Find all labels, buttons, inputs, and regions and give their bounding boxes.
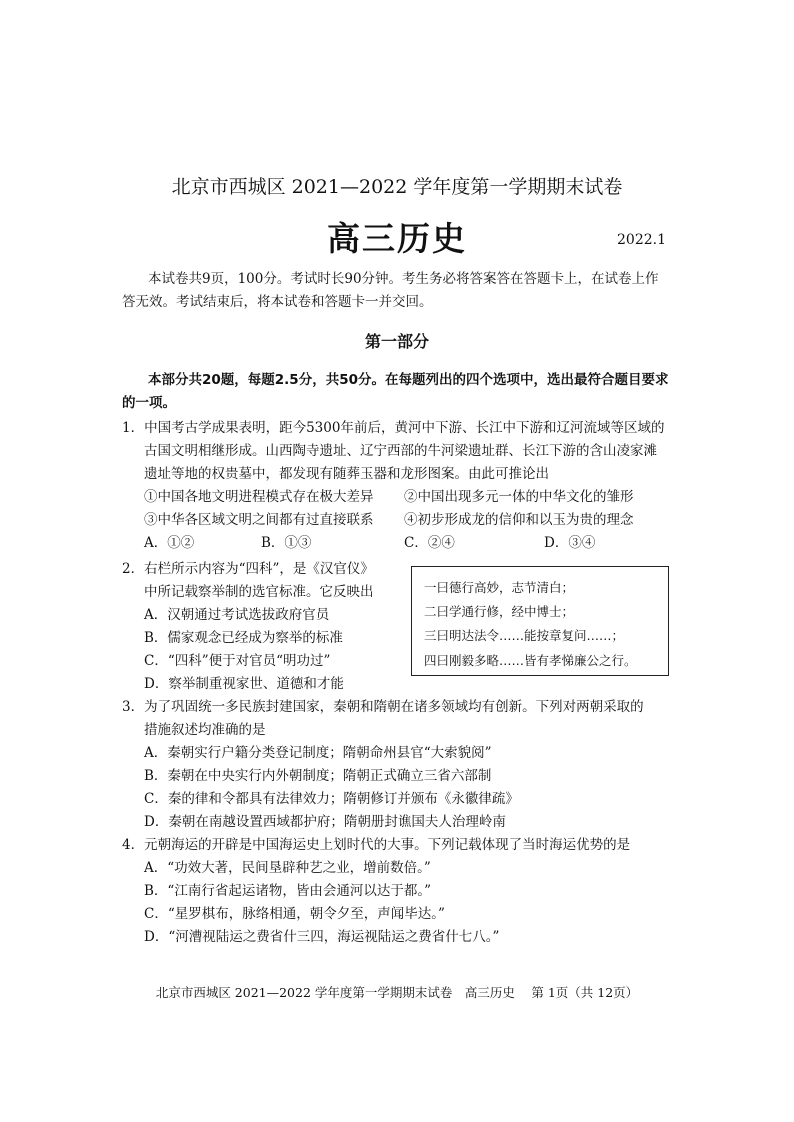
q2-box-line-4: 四曰刚毅多略……皆有孝悌廉公之行。 <box>424 653 637 668</box>
q4-stem-line-1: 4．元朝海运的开辟是中国海运史上划时代的大事。下列记载体现了当时海运优势的是 <box>122 837 631 853</box>
q4-option-c: C．“星罗棋布，脉络相通，朝令夕至，声闻毕达。” <box>144 906 445 922</box>
q3-option-c: C．秦的律和令都具有法律效力；隋朝修订并颁布《永徽律疏》 <box>144 791 519 807</box>
exam-title: 北京市西城区 2021—2022 学年度第一学期期末试卷 <box>171 176 623 198</box>
q2-box-line-1: 一曰德行高妙，志节清白； <box>424 580 575 595</box>
q3-option-a: A．秦朝实行户籍分类登记制度；隋朝命州县官“大索貌阅” <box>144 745 492 761</box>
q2-option-c: C．“四科”便于对官员“明功过” <box>144 653 331 669</box>
q2-option-d: D．察举制重视家世、道德和才能 <box>144 676 344 692</box>
q3-stem-line-1: 3．为了巩固统一多民族封建国家，秦朝和隋朝在诸多领域均有创新。下列对两朝采取的 <box>122 699 644 715</box>
q2-option-b: B．儒家观念已经成为察举的标准 <box>144 630 343 646</box>
q3-stem-line-2: 措施叙述均准确的是 <box>144 722 266 738</box>
q4-option-b: B．“江南行省起运诸物，皆由会通河以达于都。” <box>144 883 431 899</box>
q3-option-b: B．秦朝在中央实行内外朝制度；隋朝正式确立三省六部制 <box>144 768 492 784</box>
q2-box-line-2: 二曰学通行修，经中博士； <box>424 604 575 619</box>
q4-option-d: D．“河漕视陆运之费省什三四，海运视陆运之费省什七八。” <box>144 929 500 945</box>
section-intro-line-1: 本部分共20题，每题2.5分，共50分。在每题列出的四个选项中，选出最符合题目要求 <box>148 372 669 388</box>
q1-option-c: C．②④ <box>404 535 455 551</box>
q1-option-a: A．①② <box>144 535 195 551</box>
q1-stem-line-2: 古国文明相继形成。山西陶寺遗址、辽宁西部的牛河梁遗址群、长江下游的含山凌家滩 <box>144 443 657 459</box>
q1-statement-2: ②中国出现多元一体的中华文化的雏形 <box>404 489 634 505</box>
section-intro-line-2: 的一项。 <box>122 395 176 411</box>
instructions-line-1: 本试卷共9页，100分。考试时长90分钟。考生务必将答案答在答题卡上，在试卷上作 <box>148 271 659 287</box>
q1-statement-1: ①中国各地文明进程模式存在极大差异 <box>144 489 374 505</box>
q2-stem-line-2: 中所记载察举制的选官标准。它反映出 <box>144 584 374 600</box>
q1-stem-line-3: 遗址等地的权贵墓中，都发现有随葬玉器和龙形图案。由此可推论出 <box>144 466 549 482</box>
q1-option-b: B．①③ <box>261 535 312 551</box>
q2-option-a: A．汉朝通过考试选拔政府官员 <box>144 607 330 623</box>
q1-option-d: D．③④ <box>544 535 596 551</box>
q1-stem-line-1: 1．中国考古学成果表明，距今5300年前后，黄河中下游、长江中下游和辽河流域等区域的 <box>122 420 665 436</box>
q1-statement-3: ③中华各区域文明之间都有过直接联系 <box>144 512 374 528</box>
page-footer: 北京市西城区 2021—2022 学年度第一学期期末试卷 高三历史 第 1页（共 12页） <box>155 985 639 1000</box>
q2-source-box <box>411 566 669 676</box>
exam-date: 2022.1 <box>617 232 666 248</box>
q4-option-a: A．“功效大著，民间垦辟种艺之业，增前数倍。” <box>144 860 431 876</box>
q2-stem-line-1: 2．右栏所示内容为“四科”，是《汉官仪》 <box>122 561 374 577</box>
q2-box-line-3: 三曰明达法令……能按章复问……； <box>424 628 625 643</box>
section-title: 第一部分 <box>364 332 429 351</box>
subject-title: 高三历史 <box>327 219 467 258</box>
q3-option-d: D．秦朝在南越设置西域都护府；隋朝册封谯国夫人治理岭南 <box>144 814 506 830</box>
q1-statement-4: ④初步形成龙的信仰和以玉为贵的理念 <box>404 512 634 528</box>
instructions-line-2: 答无效。考试结束后，将本试卷和答题卡一并交回。 <box>122 294 433 310</box>
